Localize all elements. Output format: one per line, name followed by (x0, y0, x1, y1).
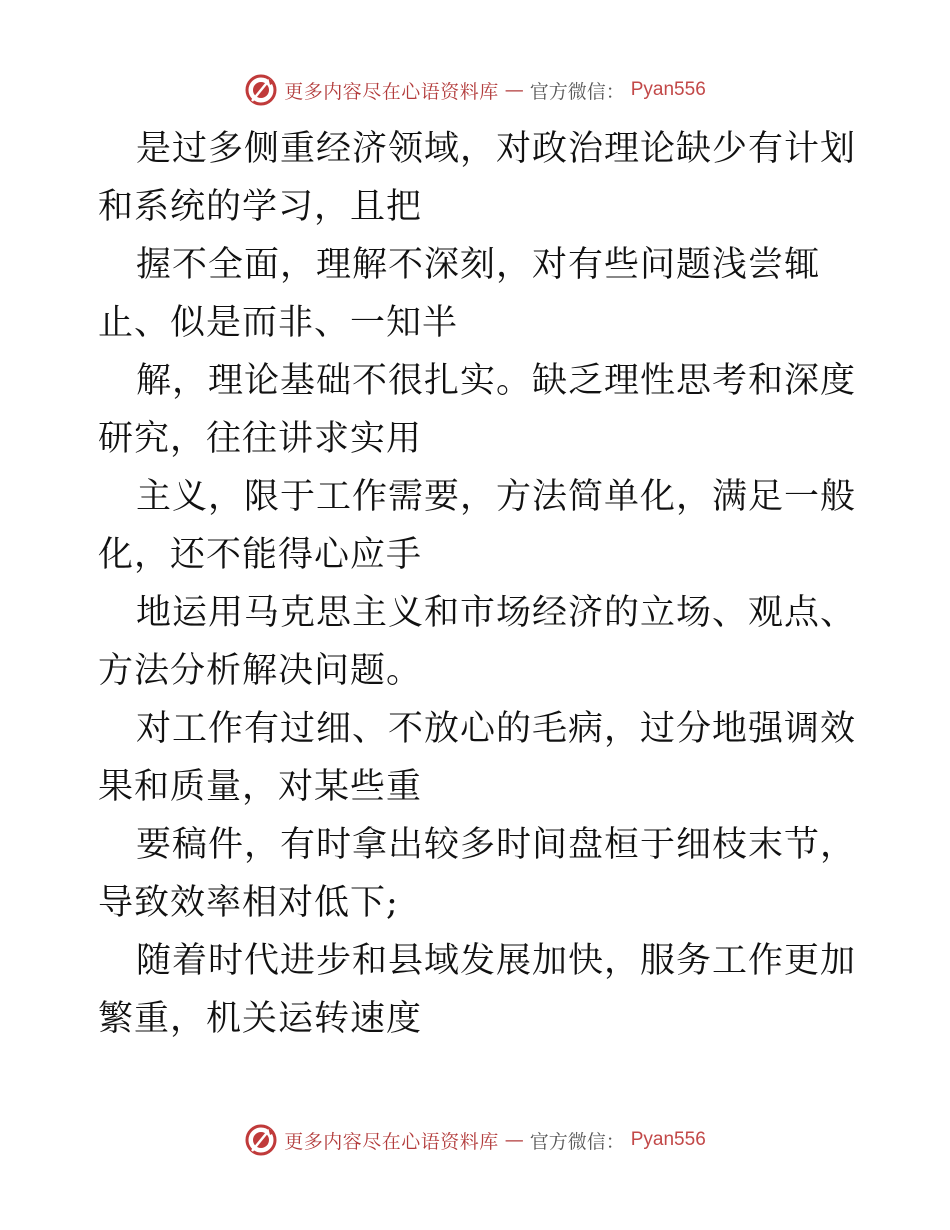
header-wechat-id: Pyan556 (630, 79, 706, 100)
quill-seal-icon (244, 1123, 278, 1157)
header-official-label: 官方微信： (529, 80, 625, 103)
footer-banner (0, 1120, 950, 1160)
header-slogan: 更多内容尽在心语资料库 (284, 80, 499, 103)
paragraph: 是过多侧重经济领域，对政治理论缺少有计划和系统的学习，且把 (98, 129, 857, 227)
paragraph: 主义，限于工作需要，方法简单化，满足一般化，还不能得心应手 (98, 477, 857, 575)
paragraph: 要稿件，有时拿出较多时间盘桓于细枝末节，导致效率相对低下; (98, 825, 857, 923)
footer-slogan: 更多内容尽在心语资料库 (284, 1130, 499, 1153)
paragraph: 随着时代进步和县域发展加快，服务工作更加繁重，机关运转速度 (98, 941, 857, 1039)
header-banner (0, 70, 950, 110)
quill-seal-icon (244, 73, 278, 107)
footer-wechat-id: Pyan556 (630, 1129, 706, 1150)
paragraph: 对工作有过细、不放心的毛病，过分地强调效果和质量，对某些重 (98, 709, 857, 807)
paragraph: 握不全面，理解不深刻，对有些问题浅尝辄止、似是而非、一知半 (98, 245, 821, 343)
paragraph: 地运用马克思主义和市场经济的立场、观点、方法分析解决问题。 (98, 593, 857, 691)
paragraph: 解，理论基础不很扎实。缺乏理性思考和深度研究，往往讲求实用 (98, 361, 857, 459)
document-body (98, 120, 858, 1048)
footer-dash: — (504, 1129, 524, 1151)
header-dash: — (504, 79, 524, 101)
footer-official-label: 官方微信： (529, 1130, 625, 1153)
